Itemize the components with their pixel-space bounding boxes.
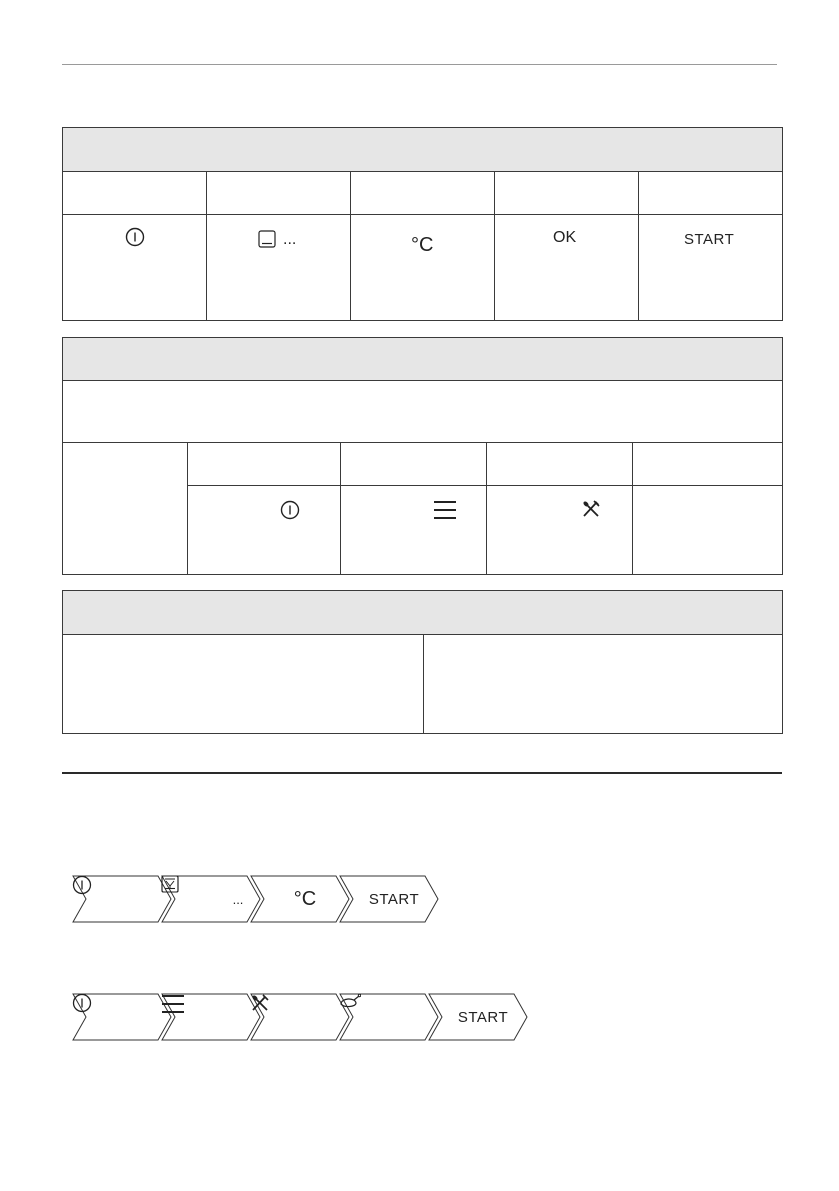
table-2-divider bbox=[187, 443, 188, 574]
table-3-divider bbox=[423, 635, 424, 733]
table-1-cell-start bbox=[639, 215, 782, 320]
sequence-2-step-cutlery bbox=[250, 993, 350, 1041]
table-1-col-header-4 bbox=[495, 172, 639, 215]
sequence-1-step-power bbox=[72, 875, 172, 923]
table-2-subheader bbox=[63, 381, 782, 443]
oven-function-icon bbox=[189, 890, 207, 908]
table-2-divider bbox=[486, 443, 487, 574]
ok-label: OK bbox=[553, 229, 577, 246]
section-separator bbox=[62, 772, 782, 774]
table-1-col-header-1 bbox=[63, 172, 207, 215]
sequence-2-step-menu bbox=[161, 993, 261, 1041]
menu-icon bbox=[204, 1006, 228, 1028]
table-2-row-divider bbox=[187, 485, 782, 486]
table-2-divider bbox=[340, 443, 341, 574]
cutlery-icon bbox=[581, 499, 601, 519]
sequence-2-step-power bbox=[72, 993, 172, 1041]
sequence-1-step-start bbox=[339, 875, 439, 923]
table-1 bbox=[62, 127, 783, 321]
sequence-1 bbox=[72, 875, 442, 923]
table-1-col-header-5 bbox=[639, 172, 782, 215]
table-2-divider bbox=[632, 443, 633, 574]
more-functions-ellipsis: ... bbox=[232, 891, 244, 907]
table-1-cell-function bbox=[207, 215, 351, 320]
table-2-header bbox=[63, 338, 782, 381]
grill-function-icon bbox=[211, 890, 229, 908]
table-3 bbox=[62, 590, 783, 734]
power-icon bbox=[117, 889, 137, 909]
sequence-2-step-start bbox=[428, 993, 528, 1041]
sequence-2 bbox=[72, 993, 532, 1041]
sequence-2-step-dish bbox=[339, 993, 439, 1041]
temperature-icon: °C bbox=[411, 234, 434, 256]
more-functions-ellipsis: ... bbox=[283, 231, 297, 248]
top-rule bbox=[62, 64, 777, 65]
start-label: START bbox=[368, 890, 420, 908]
table-1-header bbox=[63, 128, 782, 172]
table-2 bbox=[62, 337, 783, 575]
sequence-1-step-functions bbox=[161, 875, 261, 923]
table-3-header bbox=[63, 591, 782, 635]
table-1-col-header-2 bbox=[207, 172, 351, 215]
start-label: START bbox=[457, 1008, 509, 1026]
table-1-col-header-3 bbox=[351, 172, 495, 215]
dish-icon bbox=[383, 1008, 405, 1026]
power-icon bbox=[125, 227, 145, 247]
table-1-cell-temperature bbox=[351, 215, 495, 320]
power-icon bbox=[280, 500, 300, 520]
table-1-cell-ok bbox=[495, 215, 639, 320]
table-1-cell-power bbox=[63, 215, 207, 320]
temperature-icon: °C bbox=[293, 888, 317, 910]
power-icon bbox=[117, 1007, 137, 1027]
cutlery-icon bbox=[295, 1007, 315, 1027]
menu-icon bbox=[433, 499, 457, 521]
start-label: START bbox=[684, 231, 735, 248]
oven-function-icon bbox=[257, 229, 277, 249]
sequence-1-step-temperature bbox=[250, 875, 350, 923]
